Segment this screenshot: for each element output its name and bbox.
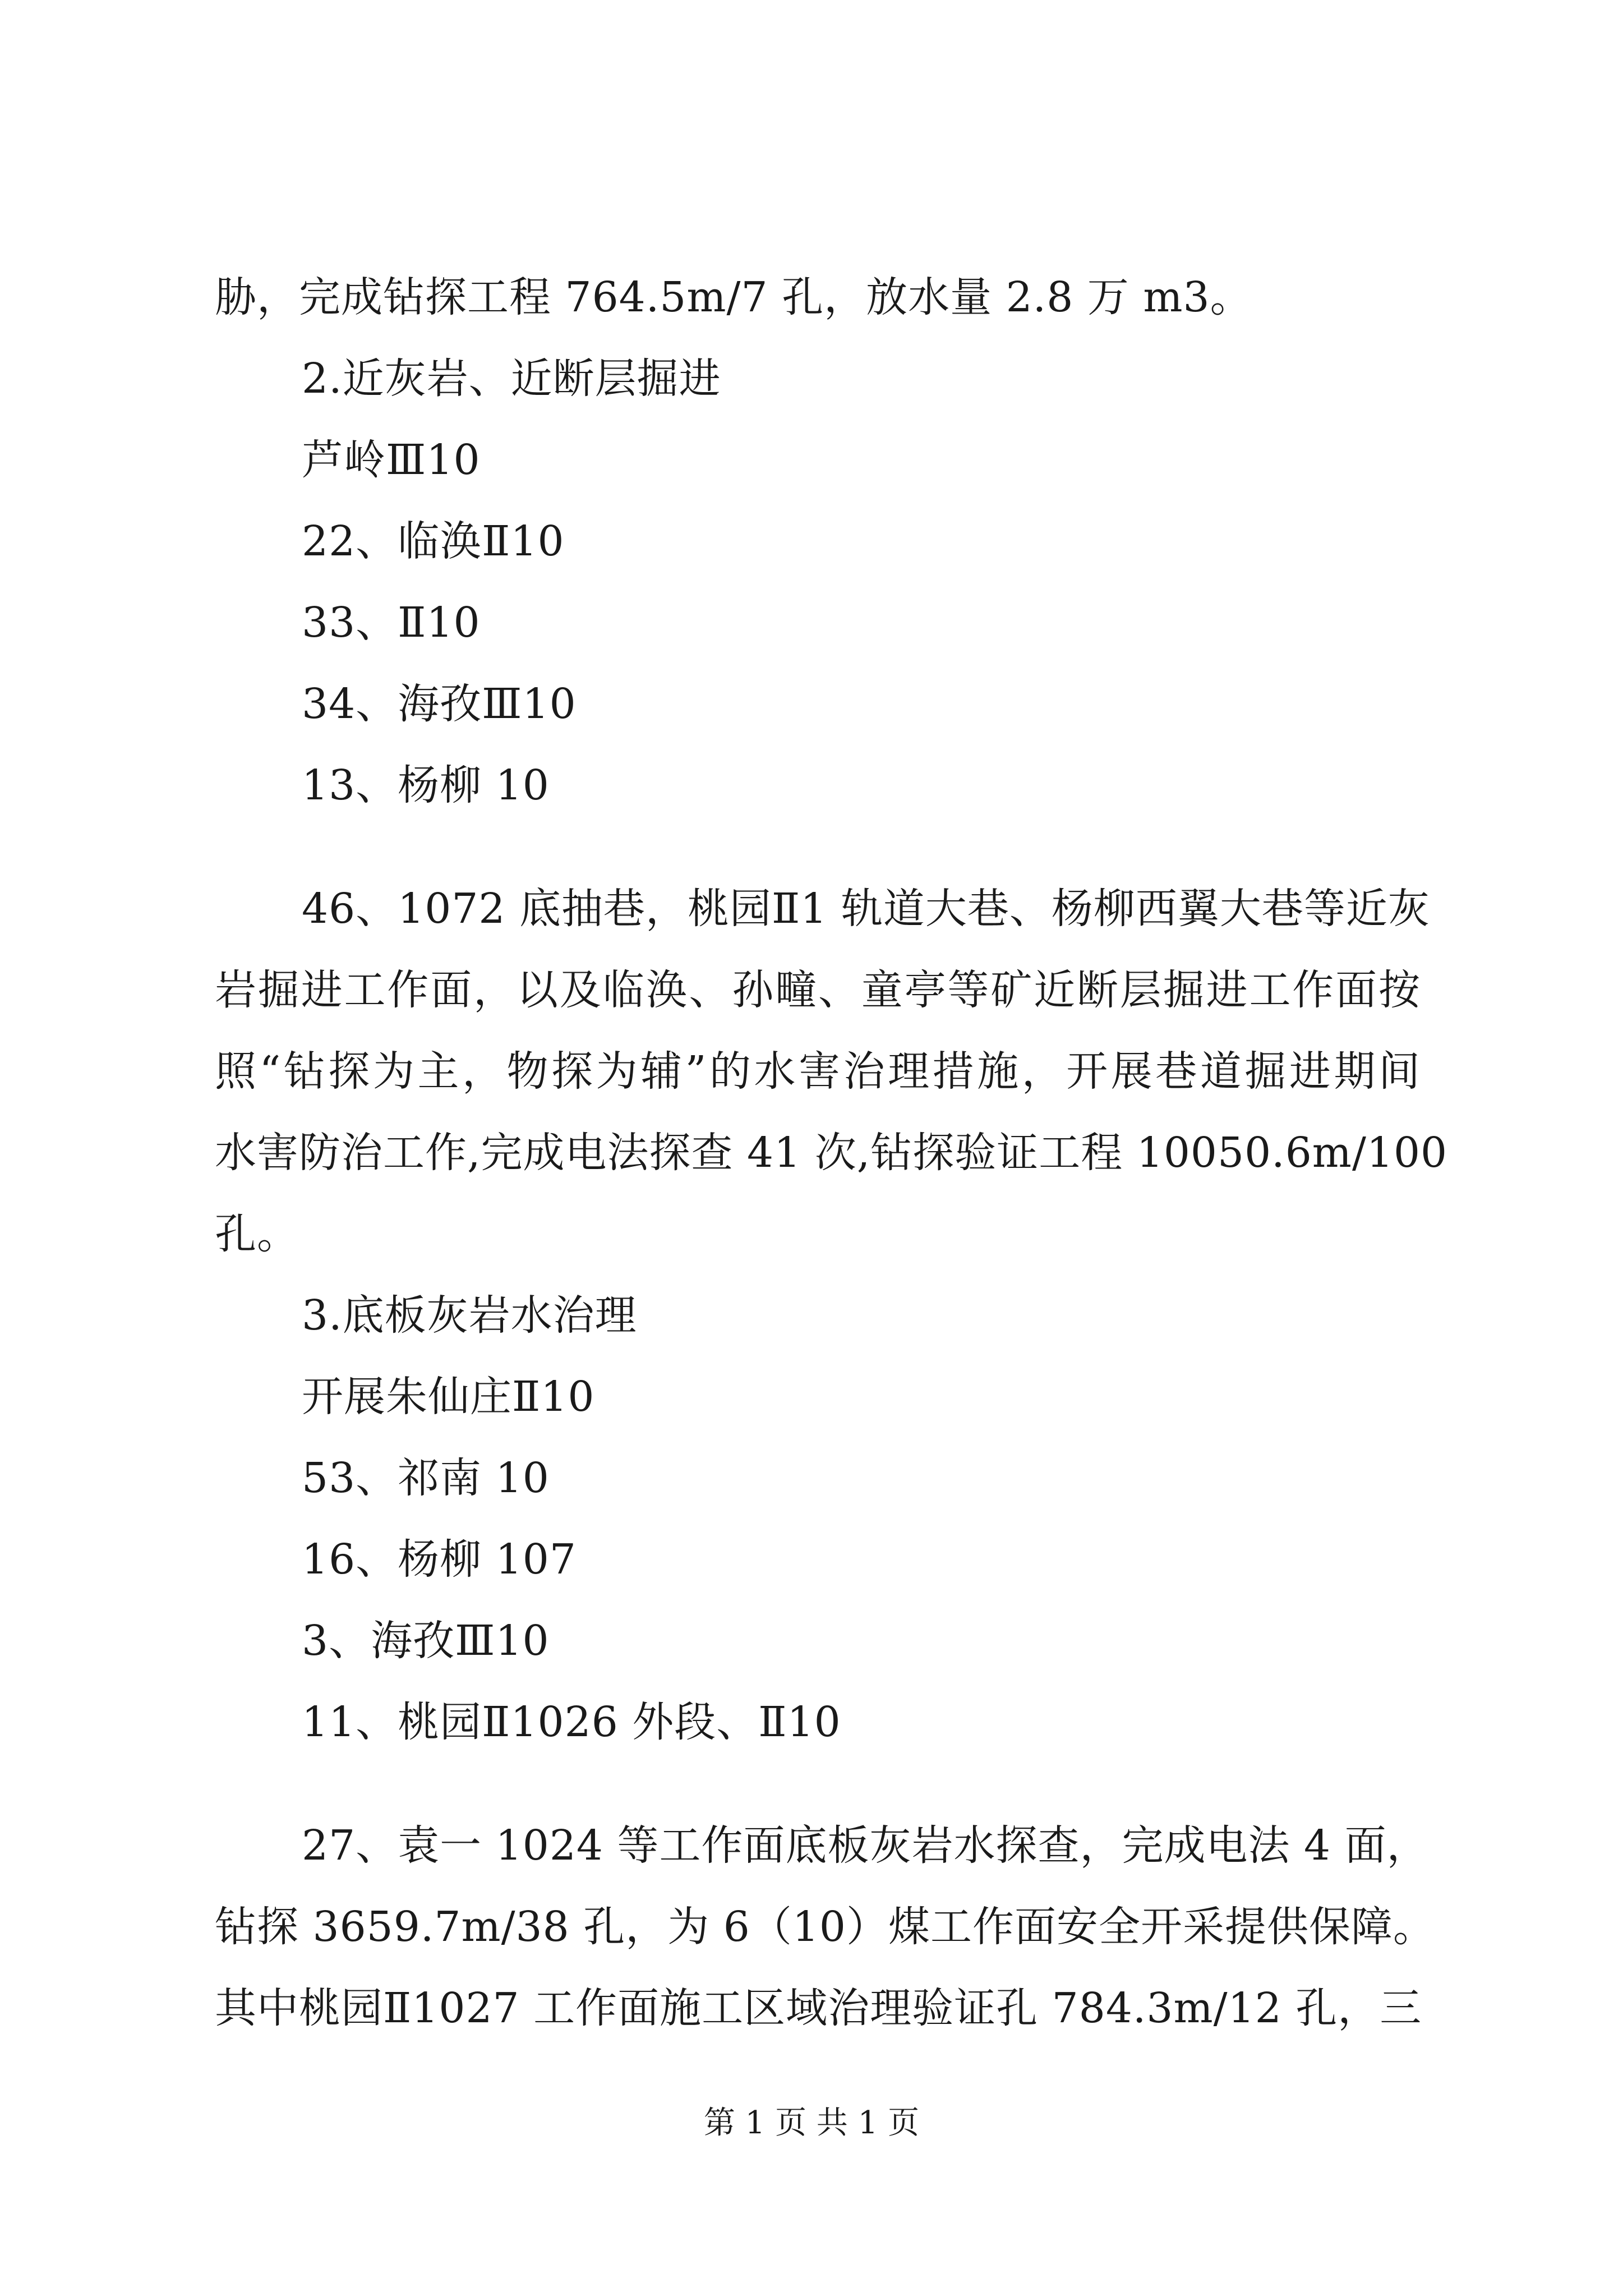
section-heading-3: 3.底板灰岩水治理 — [302, 1291, 637, 1340]
paragraph-line-7: 钻探 3659.7m/38 孔，为 6（10）煤工作面安全开采提供保障。 — [215, 1903, 1435, 1951]
paragraph-line-1: 46、1072 底抽巷，桃园Ⅱ1 轨道大巷、杨柳西翼大巷等近灰 — [302, 885, 1430, 933]
text-line-15: 53、祁南 10 — [302, 1454, 550, 1502]
text-line-3: 芦岭Ⅲ10 — [302, 436, 481, 484]
paragraph-line-5: 孔。 — [215, 1210, 299, 1258]
paragraph-line-8: 其中桃园Ⅱ1027 工作面施工区域治理验证孔 784.3m/12 孔，三 — [215, 1984, 1422, 2032]
text-line-4: 22、临涣Ⅱ10 — [302, 517, 565, 565]
text-line-18: 11、桃园Ⅱ1026 外段、Ⅱ10 — [302, 1698, 841, 1746]
paragraph-line-3: 照“钻探为主，物探为辅”的水害治理措施，开展巷道掘进期间 — [215, 1047, 1421, 1096]
paragraph-line-4: 水害防治工作,完成电法探查 41 次,钻探验证工程 10050.6m/100 — [215, 1129, 1448, 1177]
text-line-7: 13、杨柳 10 — [302, 761, 550, 809]
section-heading-2: 2.近灰岩、近断层掘进 — [302, 355, 721, 403]
text-line-14: 开展朱仙庄Ⅱ10 — [302, 1373, 595, 1421]
text-line-16: 16、杨柳 107 — [302, 1535, 577, 1584]
paragraph-line-6: 27、袁一 1024 等工作面底板灰岩水探查，完成电法 4 面， — [302, 1821, 1429, 1870]
paragraph-line-2: 岩掘进工作面，以及临涣、孙疃、童亭等矿近断层掘进工作面按 — [215, 966, 1421, 1014]
text-line-1: 胁，完成钻探工程 764.5m/7 孔，放水量 2.8 万 m3。 — [215, 273, 1252, 321]
page-footer: 第 1 页 共 1 页 — [703, 2105, 920, 2141]
text-line-5: 33、Ⅱ10 — [302, 599, 481, 647]
text-line-6: 34、海孜Ⅲ10 — [302, 680, 577, 728]
text-line-17: 3、海孜Ⅲ10 — [302, 1617, 550, 1665]
